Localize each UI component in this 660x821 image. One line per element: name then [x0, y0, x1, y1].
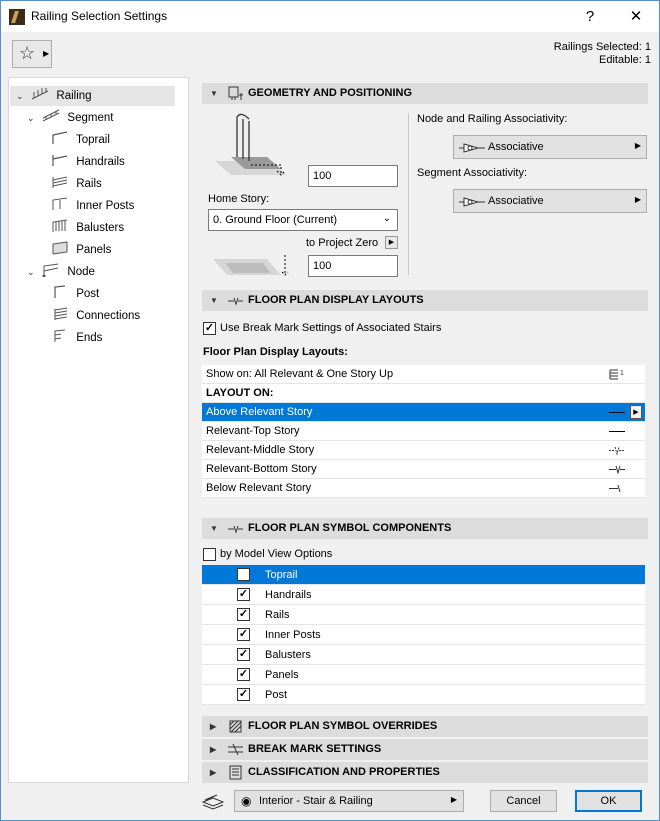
layers-icon — [201, 792, 225, 810]
layout-row-relevant-bottom[interactable] — [202, 460, 645, 479]
break-mark-label: Use Break Mark Settings of Associated Stairs — [220, 322, 442, 334]
section-components-header[interactable] — [202, 518, 648, 539]
help-button[interactable]: ? — [585, 8, 595, 25]
tree-item-label: Rails — [76, 178, 102, 190]
tree-item-label: Connections — [76, 310, 141, 322]
tree-item-label: Inner Posts — [76, 200, 135, 212]
component-label: Toprail — [265, 569, 298, 581]
top-bar — [1, 32, 659, 78]
break-mark-icon — [227, 742, 244, 757]
settings-panel — [197, 77, 659, 783]
break-mark-checkbox[interactable]: ✓ — [204, 322, 215, 334]
section-title: FLOOR PLAN DISPLAY LAYOUTS — [248, 294, 424, 306]
section-overrides-header[interactable] — [202, 716, 648, 737]
node-associativity-value: Associative — [488, 141, 544, 153]
eye-icon: ◉ — [241, 794, 252, 808]
chevron-down-icon: ⌄ — [16, 91, 24, 101]
layout-row-label: Relevant-Top Story — [206, 425, 300, 437]
component-row-balusters[interactable] — [202, 645, 645, 665]
railing-height-preview — [211, 111, 291, 181]
component-checkbox[interactable]: ✓ — [238, 588, 249, 600]
associative-icon — [458, 195, 486, 209]
segment-associativity-select[interactable] — [453, 189, 647, 213]
section-title: FLOOR PLAN SYMBOL COMPONENTS — [248, 522, 452, 534]
triangle-down-icon: ▼ — [210, 89, 218, 98]
toprail-icon — [51, 131, 69, 145]
component-label: Rails — [265, 609, 290, 621]
component-row-inner-posts[interactable] — [202, 625, 645, 645]
floor-plan-icon — [227, 521, 244, 536]
tree-item-label: Post — [76, 288, 100, 300]
tree-item-toprail[interactable] — [51, 130, 110, 150]
triangle-right-icon: ▶ — [210, 745, 217, 754]
section-title: BREAK MARK SETTINGS — [248, 743, 382, 755]
tree-item-railing[interactable] — [10, 86, 175, 106]
tree-item-node[interactable] — [27, 262, 95, 282]
railing-icon — [31, 87, 49, 101]
connections-icon — [51, 307, 69, 321]
ok-button[interactable]: OK — [575, 790, 642, 812]
tree-item-balusters[interactable] — [51, 218, 124, 238]
home-story-value: 0. Ground Floor (Current) — [213, 214, 338, 226]
reference-level-button[interactable] — [385, 236, 398, 249]
tree-item-post[interactable] — [51, 284, 99, 304]
tree-item-rails[interactable] — [51, 174, 102, 194]
tree-item-label: Handrails — [76, 156, 125, 168]
component-row-handrails[interactable] — [202, 585, 645, 605]
rails-icon — [51, 175, 69, 189]
component-label: Inner Posts — [265, 629, 321, 641]
tree-item-connections[interactable] — [51, 306, 140, 326]
component-checkbox[interactable]: ✓ — [238, 648, 249, 660]
segment-associativity-value: Associative — [488, 195, 544, 207]
triangle-down-icon: ▼ — [210, 524, 218, 533]
chevron-down-icon: ⌄ — [27, 113, 35, 123]
component-label: Post — [265, 689, 288, 701]
tree-item-segment[interactable] — [27, 108, 113, 128]
triangle-down-icon: ▼ — [210, 296, 218, 305]
by-model-view-options-label: by Model View Options — [220, 548, 333, 560]
triangle-right-icon: ▶ — [450, 795, 457, 804]
by-model-view-options-checkbox[interactable] — [203, 548, 216, 561]
triangle-right-icon: ▶ — [634, 195, 641, 204]
model-view-value: Interior - Stair & Railing — [259, 795, 373, 807]
component-row-panels[interactable] — [202, 665, 645, 685]
component-label: Panels — [265, 669, 299, 681]
column-divider — [408, 113, 409, 275]
classification-icon — [227, 765, 244, 780]
triangle-right-icon: ▶ — [634, 141, 641, 150]
node-icon — [42, 263, 60, 277]
node-associativity-select[interactable] — [453, 135, 647, 159]
component-checkbox[interactable]: ✓ — [238, 568, 249, 580]
break-mark-symbol-icon — [609, 446, 625, 455]
section-title: FLOOR PLAN SYMBOL OVERRIDES — [248, 720, 438, 732]
layout-on-header: LAYOUT ON: — [202, 384, 645, 403]
component-row-post[interactable] — [202, 685, 645, 705]
balusters-icon — [51, 219, 69, 233]
layout-row-label: Relevant-Bottom Story — [206, 463, 317, 475]
tree-item-panels[interactable] — [51, 240, 111, 260]
tree-item-label: Node — [67, 266, 95, 278]
story-levels-icon — [609, 368, 625, 381]
triangle-right-icon[interactable]: ▶ — [630, 405, 642, 419]
layout-row-label: Relevant-Middle Story — [206, 444, 315, 456]
editable-text: Editable: 1 — [599, 54, 651, 66]
geometry-icon — [227, 86, 244, 101]
layout-row-above[interactable] — [202, 403, 645, 422]
layout-row-label: Above Relevant Story — [206, 406, 313, 418]
associative-icon — [458, 141, 486, 155]
floor-plan-icon — [227, 293, 244, 308]
layouts-subtitle: Floor Plan Display Layouts: — [203, 346, 348, 358]
offset-preview — [211, 253, 291, 283]
chevron-down-icon: ⌄ — [382, 213, 391, 224]
home-story-select[interactable] — [208, 209, 398, 231]
height-input[interactable]: 100 — [308, 165, 398, 187]
node-associativity-label: Node and Railing Associativity: — [417, 113, 568, 125]
panels-icon — [51, 241, 69, 255]
tree-item-ends[interactable] — [51, 328, 102, 348]
layout-row-label: Below Relevant Story — [206, 482, 312, 494]
triangle-right-icon: ▶ — [210, 768, 217, 777]
triangle-right-icon: ▶ — [210, 722, 217, 731]
component-label: Handrails — [265, 589, 312, 601]
section-layouts-header[interactable] — [202, 290, 648, 311]
to-project-zero-label: to Project Zero — [306, 237, 379, 249]
offset-input[interactable]: 100 — [308, 255, 398, 277]
home-story-label: Home Story: — [208, 193, 270, 205]
segment-icon — [42, 109, 60, 123]
close-button[interactable]: ✕ — [629, 8, 643, 25]
chevron-down-icon: ⌄ — [27, 267, 35, 277]
tree-item-handrails[interactable] — [51, 152, 125, 172]
svg-text:1: 1 — [620, 370, 624, 377]
layout-symbol-icon — [609, 412, 625, 413]
model-view-select[interactable] — [234, 790, 464, 812]
component-checkbox[interactable]: ✓ — [238, 688, 249, 700]
show-on-row[interactable] — [202, 365, 645, 384]
tree-item-label: Ends — [76, 332, 103, 344]
railings-selected-text: Railings Selected: 1 — [553, 41, 651, 53]
app-icon — [9, 9, 25, 25]
overrides-icon — [227, 719, 244, 734]
layout-row-below[interactable] — [202, 479, 645, 498]
handrails-icon — [51, 153, 69, 167]
layout-row-relevant-middle[interactable] — [202, 441, 645, 460]
ends-icon — [51, 329, 69, 343]
post-icon — [51, 285, 69, 299]
section-classification-header[interactable] — [202, 762, 648, 783]
component-label: Balusters — [265, 649, 311, 661]
component-row-toprail[interactable] — [202, 565, 645, 585]
component-row-rails[interactable] — [202, 605, 645, 625]
section-break-mark-header[interactable] — [202, 739, 648, 760]
window-title: Railing Selection Settings — [31, 9, 168, 23]
tree-item-label: Panels — [76, 244, 112, 256]
layout-symbol-icon — [609, 431, 625, 432]
layout-row-relevant-top[interactable] — [202, 422, 645, 441]
tree-item-label: Balusters — [76, 222, 125, 234]
break-mark-symbol-icon — [609, 465, 625, 474]
tree-item-label: Toprail — [76, 134, 110, 146]
tree-item-label: Segment — [67, 112, 114, 124]
tree-item-inner-posts[interactable] — [51, 196, 134, 216]
settings-tree — [8, 77, 189, 783]
section-title: GEOMETRY AND POSITIONING — [248, 87, 412, 99]
favorites-button[interactable] — [12, 40, 52, 68]
show-on-label: Show on: All Relevant & One Story Up — [206, 368, 394, 380]
tree-item-label: Railing — [56, 90, 92, 102]
selection-info — [554, 41, 651, 67]
star-icon: ☆ — [19, 43, 36, 63]
triangle-right-icon: ▶ — [43, 49, 50, 58]
inner-posts-icon — [51, 197, 69, 211]
cancel-button[interactable]: Cancel — [490, 790, 557, 812]
component-checkbox[interactable]: ✓ — [238, 608, 249, 620]
segment-associativity-label: Segment Associativity: — [417, 167, 528, 179]
footer-bar — [1, 785, 659, 820]
component-checkbox[interactable]: ✓ — [238, 628, 249, 640]
section-title: CLASSIFICATION AND PROPERTIES — [248, 766, 440, 778]
component-checkbox[interactable]: ✓ — [238, 668, 249, 680]
triangle-right-icon: ▶ — [388, 239, 395, 246]
break-mark-symbol-icon — [609, 484, 625, 493]
title-bar — [1, 1, 659, 32]
section-geometry-header[interactable] — [202, 83, 648, 104]
